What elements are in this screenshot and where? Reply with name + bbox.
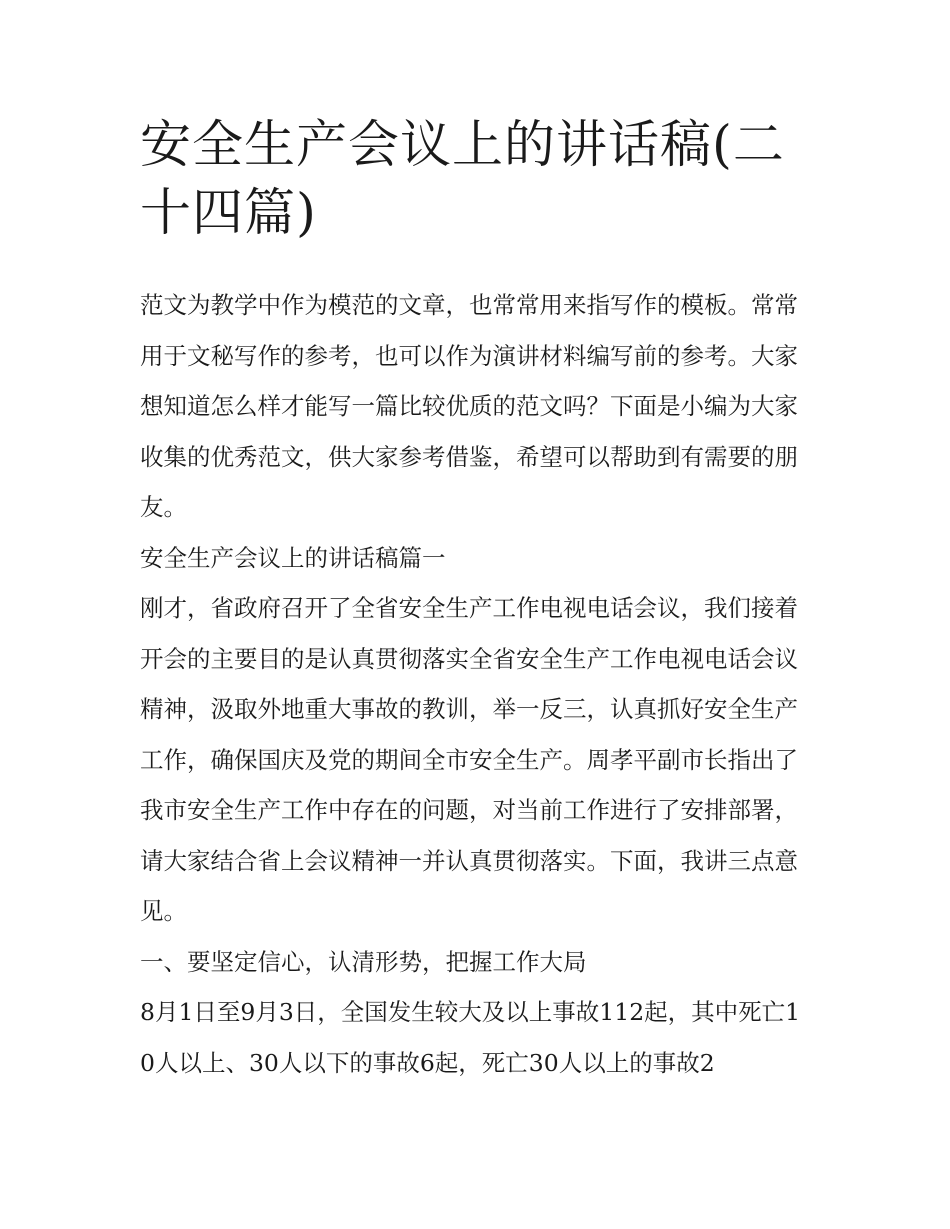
speech-paragraph-opening: 刚才，省政府召开了全省安全生产工作电视电话会议，我们接着开会的主要目的是认真贯彻落实全省安全生产工作电视电话会议精神，汲取外地重大事故的教训，举一反三，认真抓好安全生产工作，确保国庆及党的期间全市安全生产。周孝平副市长指出了我市安全生产工作中存在的问题，对当前工作进行了安排部署，请大家结合省上会议精神一并认真贯彻落实。下面，我讲三点意见。 — [140, 594, 798, 925]
point-heading-one: 一、要坚定信心，认清形势，把握工作大局 — [140, 947, 587, 976]
intro-paragraph: 范文为教学中作为模范的文章，也常常用来指写作的模板。常常用于文秘写作的参考，也可以作为演讲材料编写前的参考。大家想知道怎么样才能写一篇比较优质的范文吗？下面是小编为大家收集的优秀范文，供大家参考借鉴，希望可以帮助到有需要的朋友。 — [140, 291, 798, 521]
document-title: 安全生产会议上的讲话稿(二十四篇) — [140, 116, 785, 243]
section-heading-part-one: 安全生产会议上的讲话稿篇一 — [140, 543, 446, 572]
speech-paragraph-statistics: 8月1日至9月3日，全国发生较大及以上事故112起，其中死亡10人以上、30人以下的事故6起，死亡30人以上的事故2 — [140, 998, 801, 1077]
document-body — [140, 280, 820, 1088]
document-page — [140, 112, 820, 1088]
